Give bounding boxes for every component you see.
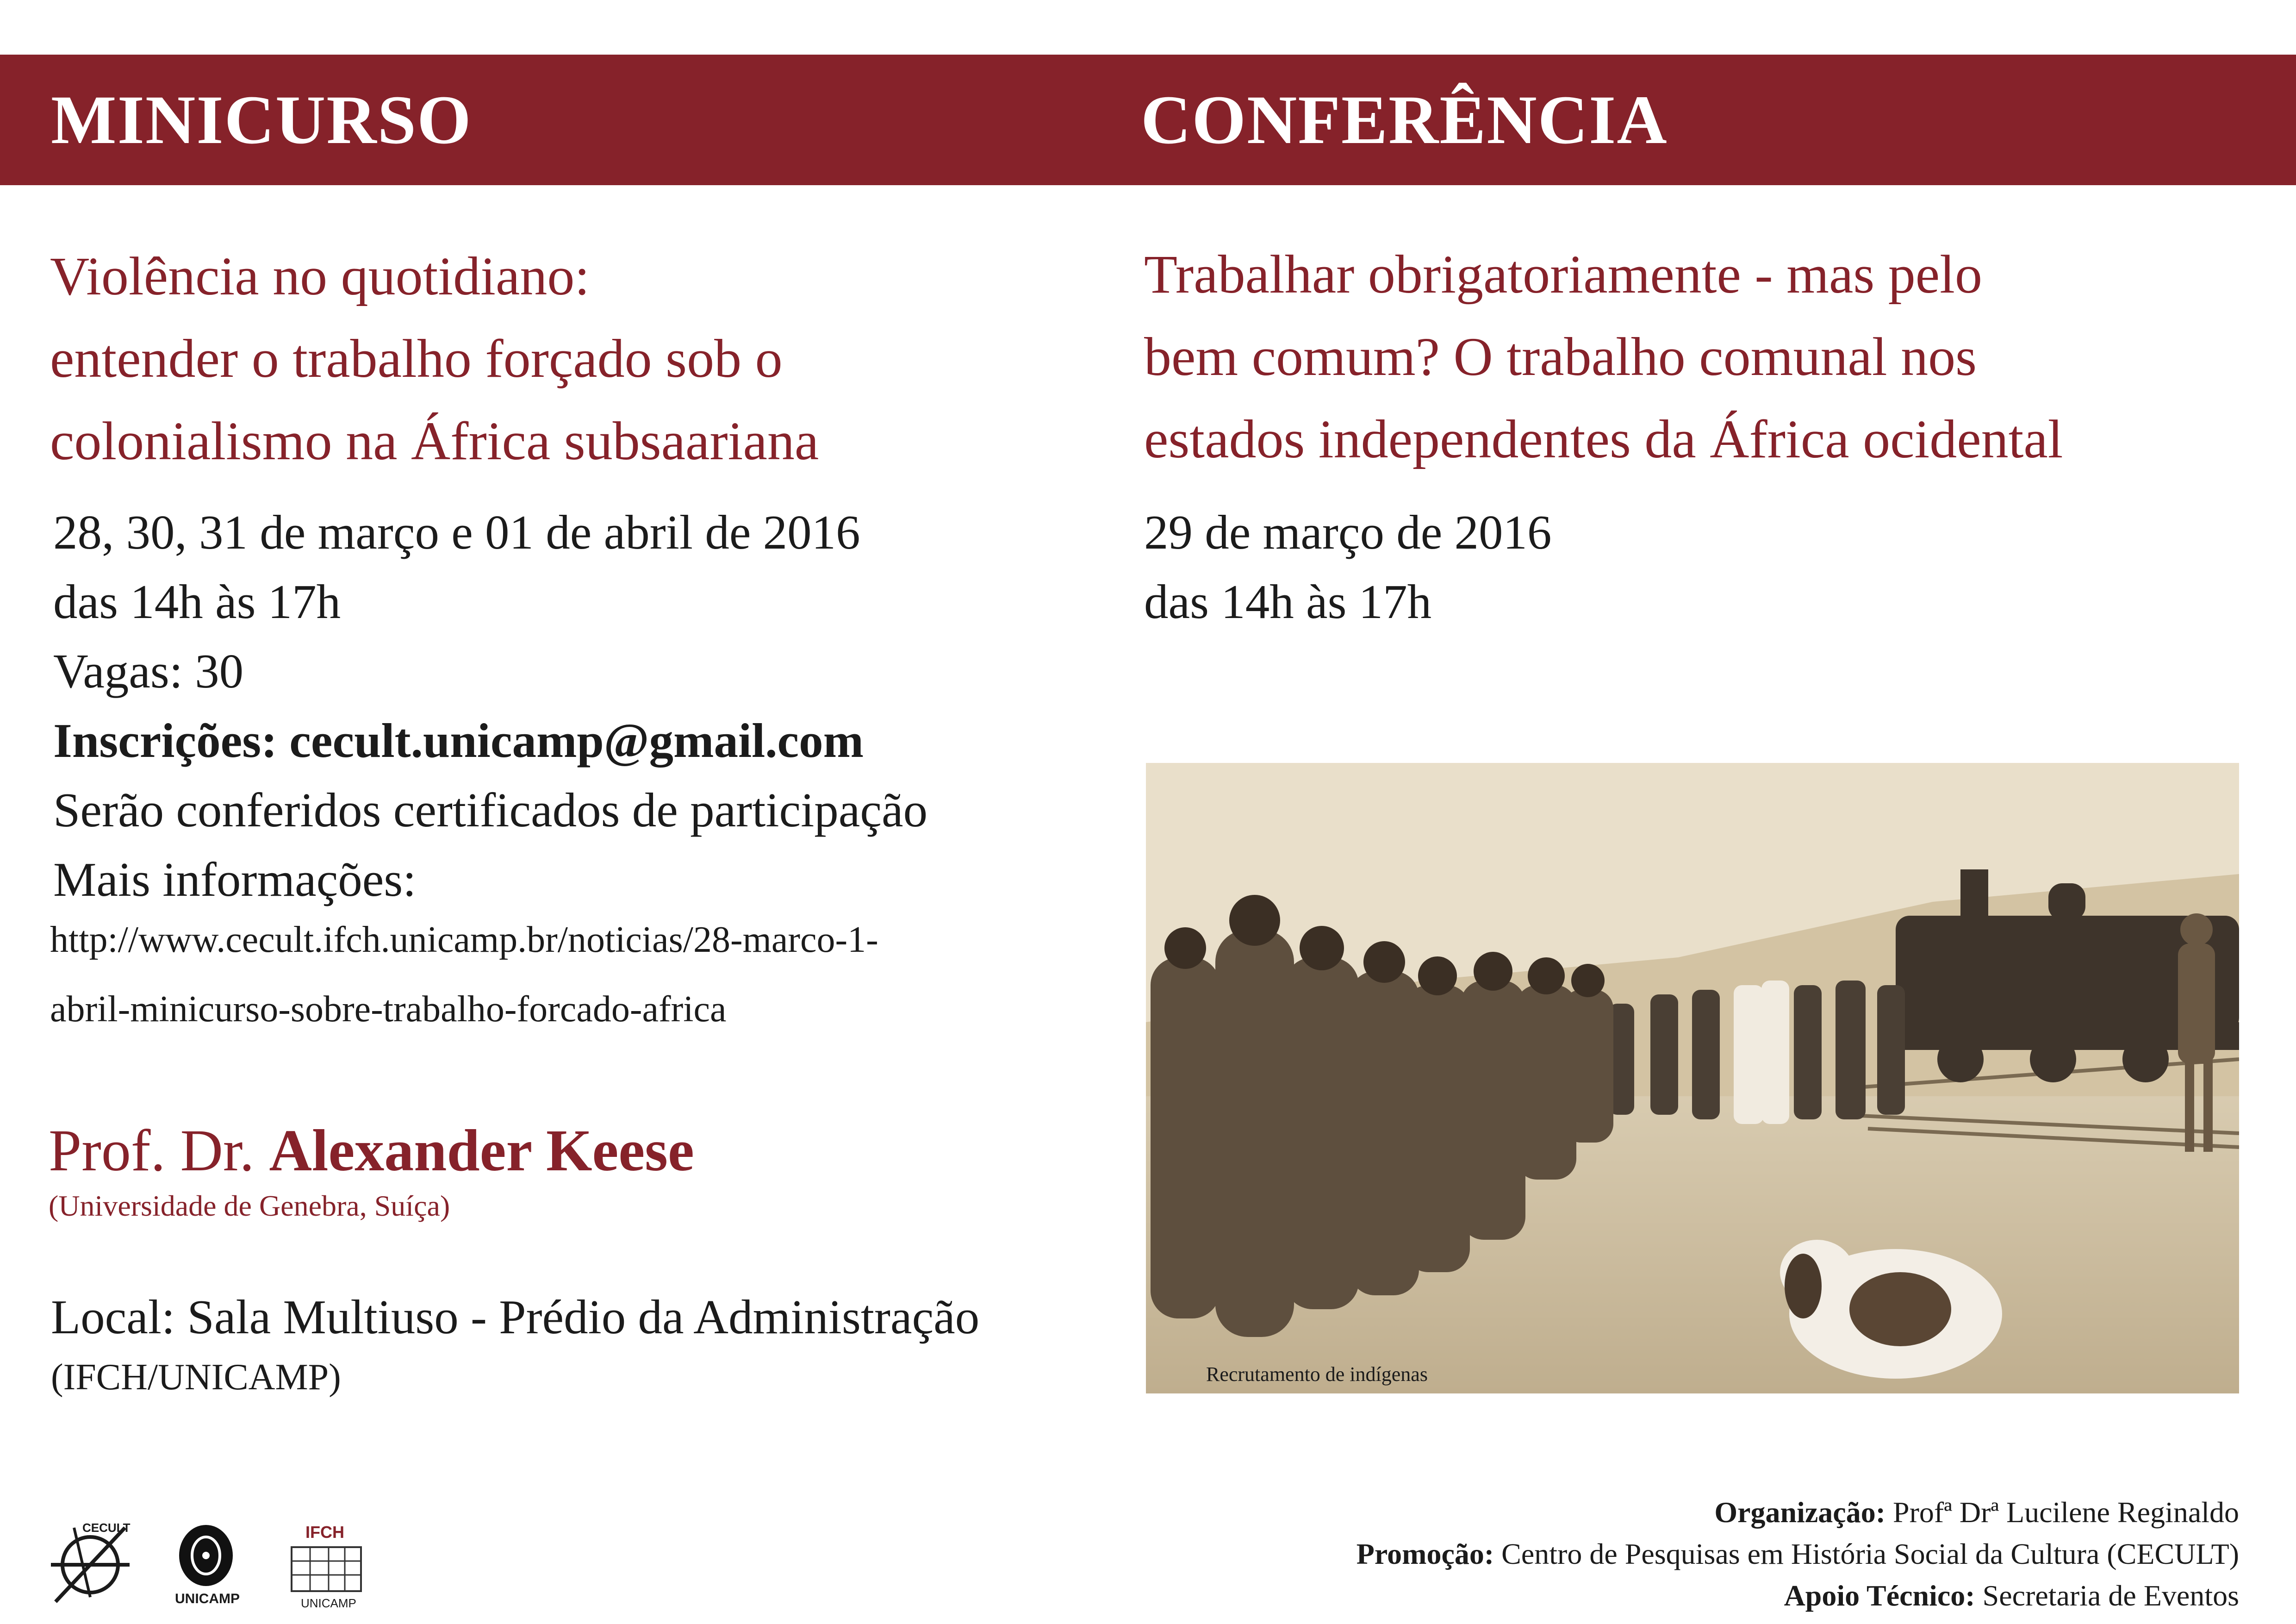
cecult-logo-text: CECULT	[82, 1521, 131, 1535]
conferencia-title-line: estados independentes da África ocidental	[1144, 409, 2063, 469]
minicurso-certificados: Serão conferidos certificados de participação	[53, 783, 928, 837]
conferencia-heading: CONFERÊNCIA	[1141, 81, 1668, 158]
minicurso-vagas: Vagas: 30	[53, 644, 244, 698]
conferencia-title-line: Trabalhar obrigatoriamente - mas pelo	[1144, 244, 1982, 305]
credit-organizacao-label: Organização:	[1714, 1496, 1885, 1529]
minicurso-inscricoes: Inscrições: cecult.unicamp@gmail.com	[53, 713, 864, 768]
conferencia-title	[1144, 233, 2063, 481]
speaker	[49, 1111, 694, 1190]
credit-apoio-value: Secretaria de Eventos	[1982, 1579, 2239, 1612]
unicamp-logo-text: UNICAMP	[175, 1591, 240, 1606]
ifch-logo	[285, 1523, 368, 1616]
local-institution: (IFCH/UNICAMP)	[51, 1357, 341, 1398]
minicurso-heading: MINICURSO	[51, 81, 472, 158]
conferencia-time: das 14h às 17h	[1144, 575, 1432, 629]
photo-scene-illustration	[1146, 763, 2239, 1393]
minicurso-title-line: colonialismo na África subsaariana	[50, 411, 819, 471]
minicurso-title-line: entender o trabalho forçado sob o	[50, 328, 783, 389]
speaker-prefix: Prof. Dr.	[49, 1118, 255, 1183]
minicurso-mais-info: Mais informações:	[53, 852, 417, 906]
minicurso-url-line[interactable]: abril-minicurso-sobre-trabalho-forcado-africa	[50, 989, 727, 1030]
credits	[1356, 1492, 2239, 1617]
ifch-logo-top-text: IFCH	[305, 1523, 344, 1542]
credit-promocao-value: Centro de Pesquisas em História Social da Cultura (CECULT)	[1501, 1537, 2239, 1570]
cecult-logo	[46, 1518, 134, 1606]
header-banner	[0, 55, 2296, 185]
speaker-name: Alexander Keese	[269, 1118, 694, 1183]
conferencia-date: 29 de março de 2016	[1144, 505, 1552, 559]
local-venue: Local: Sala Multiuso - Prédio da Administração	[51, 1290, 980, 1344]
credit-apoio-label: Apoio Técnico:	[1784, 1579, 1975, 1612]
unicamp-logo-mark	[171, 1523, 241, 1593]
ifch-logo-bottom-text: UNICAMP	[301, 1596, 356, 1610]
credit-organizacao-value: Profª Drª Lucilene Reginaldo	[1893, 1496, 2239, 1529]
historical-photo	[1146, 763, 2239, 1393]
unicamp-logo	[171, 1523, 241, 1616]
minicurso-dates: 28, 30, 31 de março e 01 de abril de 2016	[53, 505, 860, 559]
minicurso-url[interactable]	[50, 905, 878, 1044]
credit-apoio	[1356, 1575, 2239, 1617]
credit-promocao	[1356, 1533, 2239, 1575]
minicurso-title-line: Violência no quotidiano:	[50, 246, 590, 306]
minicurso-time: das 14h às 17h	[53, 575, 341, 629]
credit-promocao-label: Promoção:	[1356, 1537, 1494, 1570]
minicurso-title	[50, 235, 819, 482]
speaker-affiliation: (Universidade de Genebra, Suíça)	[49, 1189, 450, 1222]
credit-organizacao	[1356, 1492, 2239, 1533]
conferencia-title-line: bem comum? O trabalho comunal nos	[1144, 326, 1977, 387]
photo-caption: Recrutamento de indígenas	[1206, 1363, 1428, 1386]
minicurso-url-line[interactable]: http://www.cecult.ifch.unicamp.br/noticias/28-marco-1-	[50, 919, 878, 960]
ifch-building-icon	[289, 1543, 363, 1593]
